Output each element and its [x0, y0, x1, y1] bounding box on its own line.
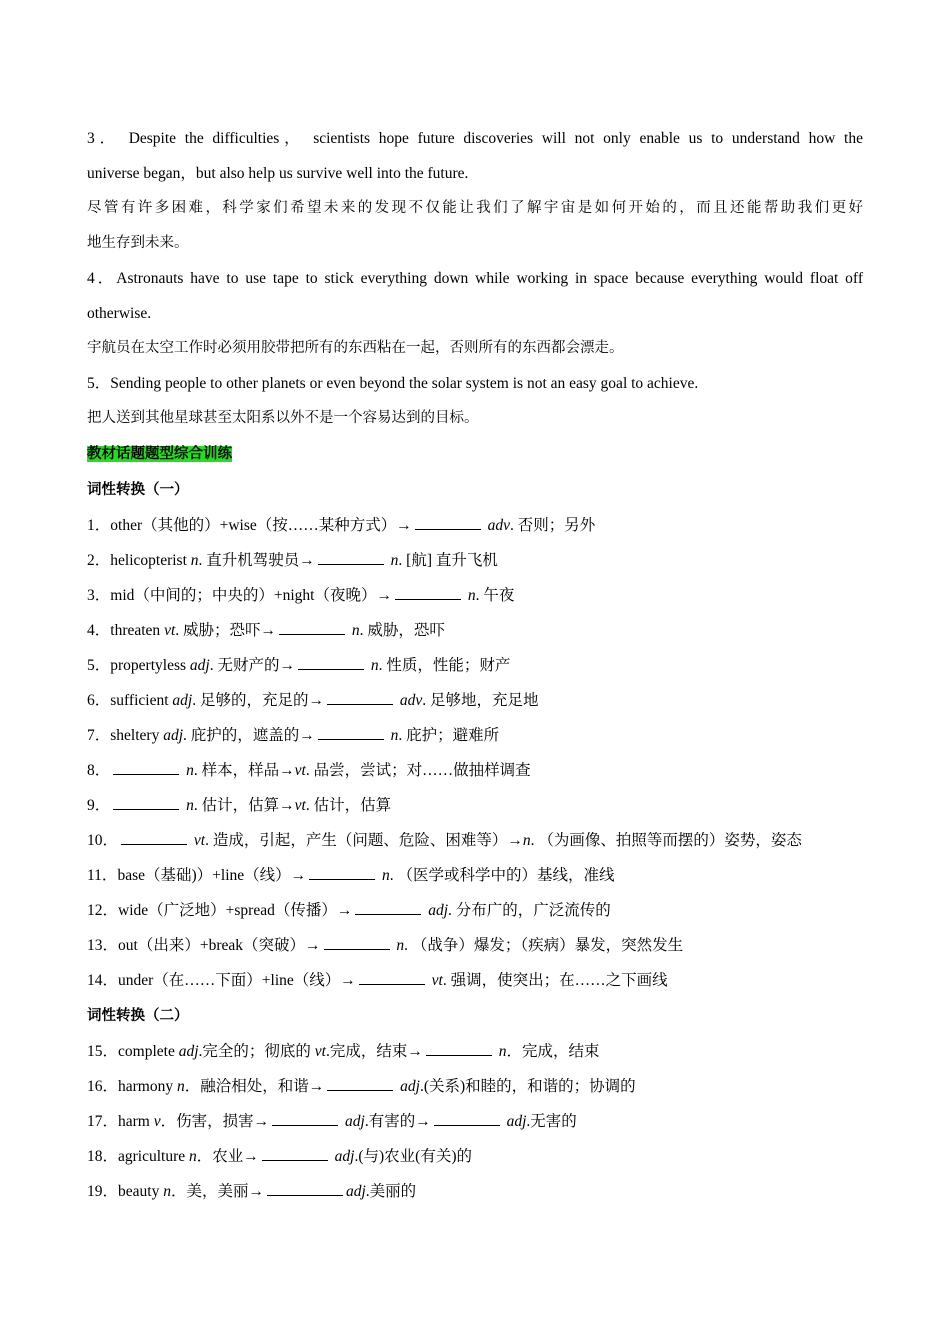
sentence-5-en-line1 — [87, 366, 863, 401]
item-number: 1． — [87, 517, 111, 534]
pos-label: adj — [400, 1078, 420, 1095]
pos-label: n — [498, 1043, 507, 1060]
pos-label: adj — [189, 657, 210, 674]
item-text: ．农业→ — [196, 1148, 259, 1165]
pos-label: n — [186, 797, 194, 814]
answer-blank[interactable] — [279, 619, 345, 635]
item-number: 4． — [87, 622, 111, 639]
item-text: . 威胁；恐吓→ — [175, 622, 277, 639]
answer-blank[interactable] — [113, 759, 179, 775]
item-text: . （为画像、拍照等而摆的）姿势，姿态 — [530, 832, 802, 849]
sentence-text: Sending people to other planets or even beyond the solar system is not an easy goal to achieve. — [110, 375, 699, 392]
exercise-item-15 — [87, 1034, 863, 1069]
sentence-3-en-line1 — [87, 121, 863, 156]
section-title: 教材话题题型综合训练 — [87, 446, 232, 462]
item-text: ．美，美丽→ — [170, 1183, 264, 1200]
answer-blank[interactable] — [262, 1145, 328, 1161]
pos-label: adv — [487, 517, 511, 534]
item-text: . 性质，性能；财产 — [378, 657, 511, 674]
item-number: 11． — [87, 867, 118, 884]
item-number: 18． — [87, 1148, 119, 1165]
sentence-5-zh-line1: 把人送到其他星球甚至太阳系以外不是一个容易达到的目标。 — [87, 410, 479, 426]
pos-label: n — [190, 552, 199, 569]
item-number: 3． — [87, 130, 120, 147]
part1-title: 词性转换（一） — [87, 482, 189, 498]
answer-blank[interactable] — [327, 1075, 393, 1091]
item-text: . 估计，估算→ — [193, 797, 295, 814]
pos-label: vt — [294, 762, 306, 779]
pos-label: adj — [428, 902, 449, 919]
item-text: agriculture — [118, 1148, 190, 1165]
item-number: 8． — [87, 762, 111, 779]
sentence-text: Astronauts have to use tape to stick everything down while working in space because everything would float off — [116, 270, 863, 287]
document-page — [87, 121, 863, 1209]
item-number: 6． — [87, 692, 111, 709]
sentence-3-zh-line2: 地生存到未来。 — [87, 235, 189, 251]
exercise-item-8 — [87, 753, 863, 788]
item-text: . 估计，估算 — [305, 797, 392, 814]
pos-label: n — [396, 937, 405, 954]
pos-label: vt — [164, 622, 176, 639]
exercise-item-18 — [87, 1139, 863, 1174]
exercise-item-6 — [87, 683, 863, 718]
pos-label: vt — [314, 1043, 326, 1060]
pos-label: n — [186, 762, 194, 779]
answer-blank[interactable] — [309, 864, 375, 880]
pos-label: n — [370, 657, 379, 674]
answer-blank[interactable] — [434, 1110, 500, 1126]
exercise-item-4 — [87, 613, 863, 648]
item-text: other（其他的）+wise（按……某种方式）→ — [110, 517, 412, 534]
answer-blank[interactable] — [298, 654, 364, 670]
item-text: harm — [118, 1113, 154, 1130]
pos-label: n — [189, 1148, 197, 1165]
item-text: .完全的；彻底的 — [198, 1043, 315, 1060]
answer-blank[interactable] — [324, 934, 390, 950]
item-text: harmony — [118, 1078, 177, 1095]
pos-label: adj — [506, 1113, 527, 1130]
item-text: mid（中间的；中央的）+night（夜晚）→ — [110, 587, 392, 604]
item-text: .有害的→ — [364, 1113, 431, 1130]
answer-blank[interactable] — [395, 584, 461, 600]
item-text: . 足够地，充足地 — [422, 692, 539, 709]
answer-blank[interactable] — [318, 549, 384, 565]
item-text: out（出来）+break（突破）→ — [118, 937, 321, 954]
item-text: . 否则；另外 — [510, 517, 596, 534]
item-text: ．融洽相处，和谐→ — [184, 1078, 325, 1095]
item-number: 14． — [87, 972, 119, 989]
exercise-item-13 — [87, 928, 863, 963]
item-text: sheltery — [110, 727, 164, 744]
part2-title-row — [87, 998, 863, 1034]
item-text: beauty — [118, 1183, 164, 1200]
item-text: . 午夜 — [475, 587, 515, 604]
pos-label: vt — [431, 972, 443, 989]
sentence-4-en-line2: otherwise. — [87, 305, 152, 322]
answer-blank[interactable] — [426, 1040, 492, 1056]
exercise-item-2 — [87, 543, 863, 578]
exercise-item-3 — [87, 578, 863, 613]
item-text: . [航] 直升飞机 — [398, 552, 498, 569]
item-number: 2． — [87, 552, 111, 569]
exercise-item-11 — [87, 858, 863, 893]
item-number: 17． — [87, 1113, 119, 1130]
item-number: 5． — [87, 657, 111, 674]
exercise-item-19 — [87, 1174, 863, 1209]
section-title-row — [87, 436, 863, 472]
exercise-item-7 — [87, 718, 863, 753]
pos-label: n — [467, 587, 476, 604]
pos-label: adj — [163, 727, 184, 744]
pos-label: n — [382, 867, 390, 884]
pos-label: n — [390, 727, 399, 744]
exercise-item-17 — [87, 1104, 863, 1139]
item-text: sufficient — [110, 692, 173, 709]
exercise-item-5 — [87, 648, 863, 683]
answer-blank[interactable] — [121, 829, 187, 845]
item-text: under（在……下面）+line（线）→ — [118, 972, 356, 989]
exercise-item-14 — [87, 963, 863, 998]
item-text: . 直升机驾驶员→ — [198, 552, 315, 569]
item-text: .无害的 — [526, 1113, 577, 1130]
item-text: . 威胁，恐吓 — [359, 622, 445, 639]
item-text: . （战争）爆发；（疾病）暴发，突然发生 — [404, 937, 684, 954]
item-text: base（基础)）+line（线）→ — [117, 867, 307, 884]
item-number: 16． — [87, 1078, 119, 1095]
item-text: .完成，结束→ — [325, 1043, 423, 1060]
item-text: . 品尝，尝试；对……做抽样调查 — [305, 762, 531, 779]
item-number: 10． — [87, 832, 119, 849]
item-text: helicopterist — [110, 552, 191, 569]
item-text: . 强调，使突出；在……之下画线 — [442, 972, 668, 989]
item-text: . 庇护；避难所 — [398, 727, 500, 744]
answer-blank[interactable] — [415, 514, 481, 530]
sentence-3-zh-line1: 尽管有许多困难，科学家们希望未来的发现不仅能让我们了解宇宙是如何开始的，而且还能帮助我们更好 — [87, 200, 863, 216]
pos-label: n — [163, 1183, 171, 1200]
answer-blank[interactable] — [318, 724, 384, 740]
item-text: threaten — [110, 622, 165, 639]
item-number: 7． — [87, 727, 111, 744]
pos-label: n — [522, 832, 531, 849]
item-text: .(与)农业(有关)的 — [354, 1148, 473, 1165]
exercise-item-10 — [87, 823, 863, 858]
part2-title: 词性转换（二） — [87, 1008, 189, 1024]
pos-label: adj — [178, 1043, 199, 1060]
item-number: 15． — [87, 1043, 119, 1060]
pos-label: n — [351, 622, 360, 639]
item-text: wide（广泛地）+spread（传播）→ — [118, 902, 353, 919]
item-text: propertyless — [110, 657, 190, 674]
sentence-4-en-line1 — [87, 261, 863, 296]
item-text: ．伤害，损害→ — [160, 1113, 270, 1130]
item-number: 4． — [87, 270, 117, 287]
item-text: complete — [118, 1043, 179, 1060]
item-text: . 样本，样品→ — [193, 762, 295, 779]
item-number: 9． — [87, 797, 111, 814]
item-number: 12． — [87, 902, 119, 919]
answer-blank[interactable] — [355, 899, 421, 915]
sentence-3-en-line2: universe began，but also help us survive well into the future. — [87, 165, 469, 182]
answer-blank[interactable] — [113, 794, 179, 810]
pos-label: n — [177, 1078, 185, 1095]
pos-label: adj — [334, 1148, 355, 1165]
part1-title-row — [87, 472, 863, 508]
exercise-item-1 — [87, 508, 863, 543]
item-text: . 分布广的，广泛流传的 — [448, 902, 611, 919]
item-text: .美丽的 — [365, 1183, 417, 1200]
pos-label: adj — [345, 1113, 365, 1130]
item-number: 19． — [87, 1183, 119, 1200]
item-number: 13． — [87, 937, 119, 954]
pos-label: v — [153, 1113, 161, 1130]
item-text: ．完成，结束 — [506, 1043, 600, 1060]
item-text: . 造成，引起，产生（问题、危险、困难等）→ — [205, 832, 523, 849]
pos-label: adj — [172, 692, 193, 709]
answer-blank[interactable] — [359, 969, 425, 985]
answer-blank[interactable] — [267, 1180, 343, 1196]
exercise-item-9 — [87, 788, 863, 823]
item-number: 5． — [87, 375, 111, 392]
pos-label: n — [390, 552, 399, 569]
item-text: . 足够的，充足的→ — [192, 692, 324, 709]
pos-label: vt — [294, 797, 306, 814]
exercise-item-12 — [87, 893, 863, 928]
item-text: . （医学或科学中的）基线，准线 — [389, 867, 615, 884]
sentence-4-zh-line1: 宇航员在太空工作时必须用胶带把所有的东西粘在一起，否则所有的东西都会漂走。 — [87, 340, 624, 356]
exercise-item-16 — [87, 1069, 863, 1104]
answer-blank[interactable] — [327, 689, 393, 705]
sentence-text: Despite the difficulties， scientists hope future discoveries will not only enable us to understand how the — [128, 130, 863, 147]
item-text: .(关系)和睦的，和谐的；协调的 — [419, 1078, 636, 1095]
pos-label: adv — [399, 692, 423, 709]
pos-label: vt — [193, 832, 206, 849]
pos-label: adj — [345, 1183, 366, 1200]
item-text: . 无财产的→ — [209, 657, 295, 674]
item-number: 3． — [87, 587, 111, 604]
item-text: . 庇护的，遮盖的→ — [183, 727, 315, 744]
answer-blank[interactable] — [272, 1110, 338, 1126]
